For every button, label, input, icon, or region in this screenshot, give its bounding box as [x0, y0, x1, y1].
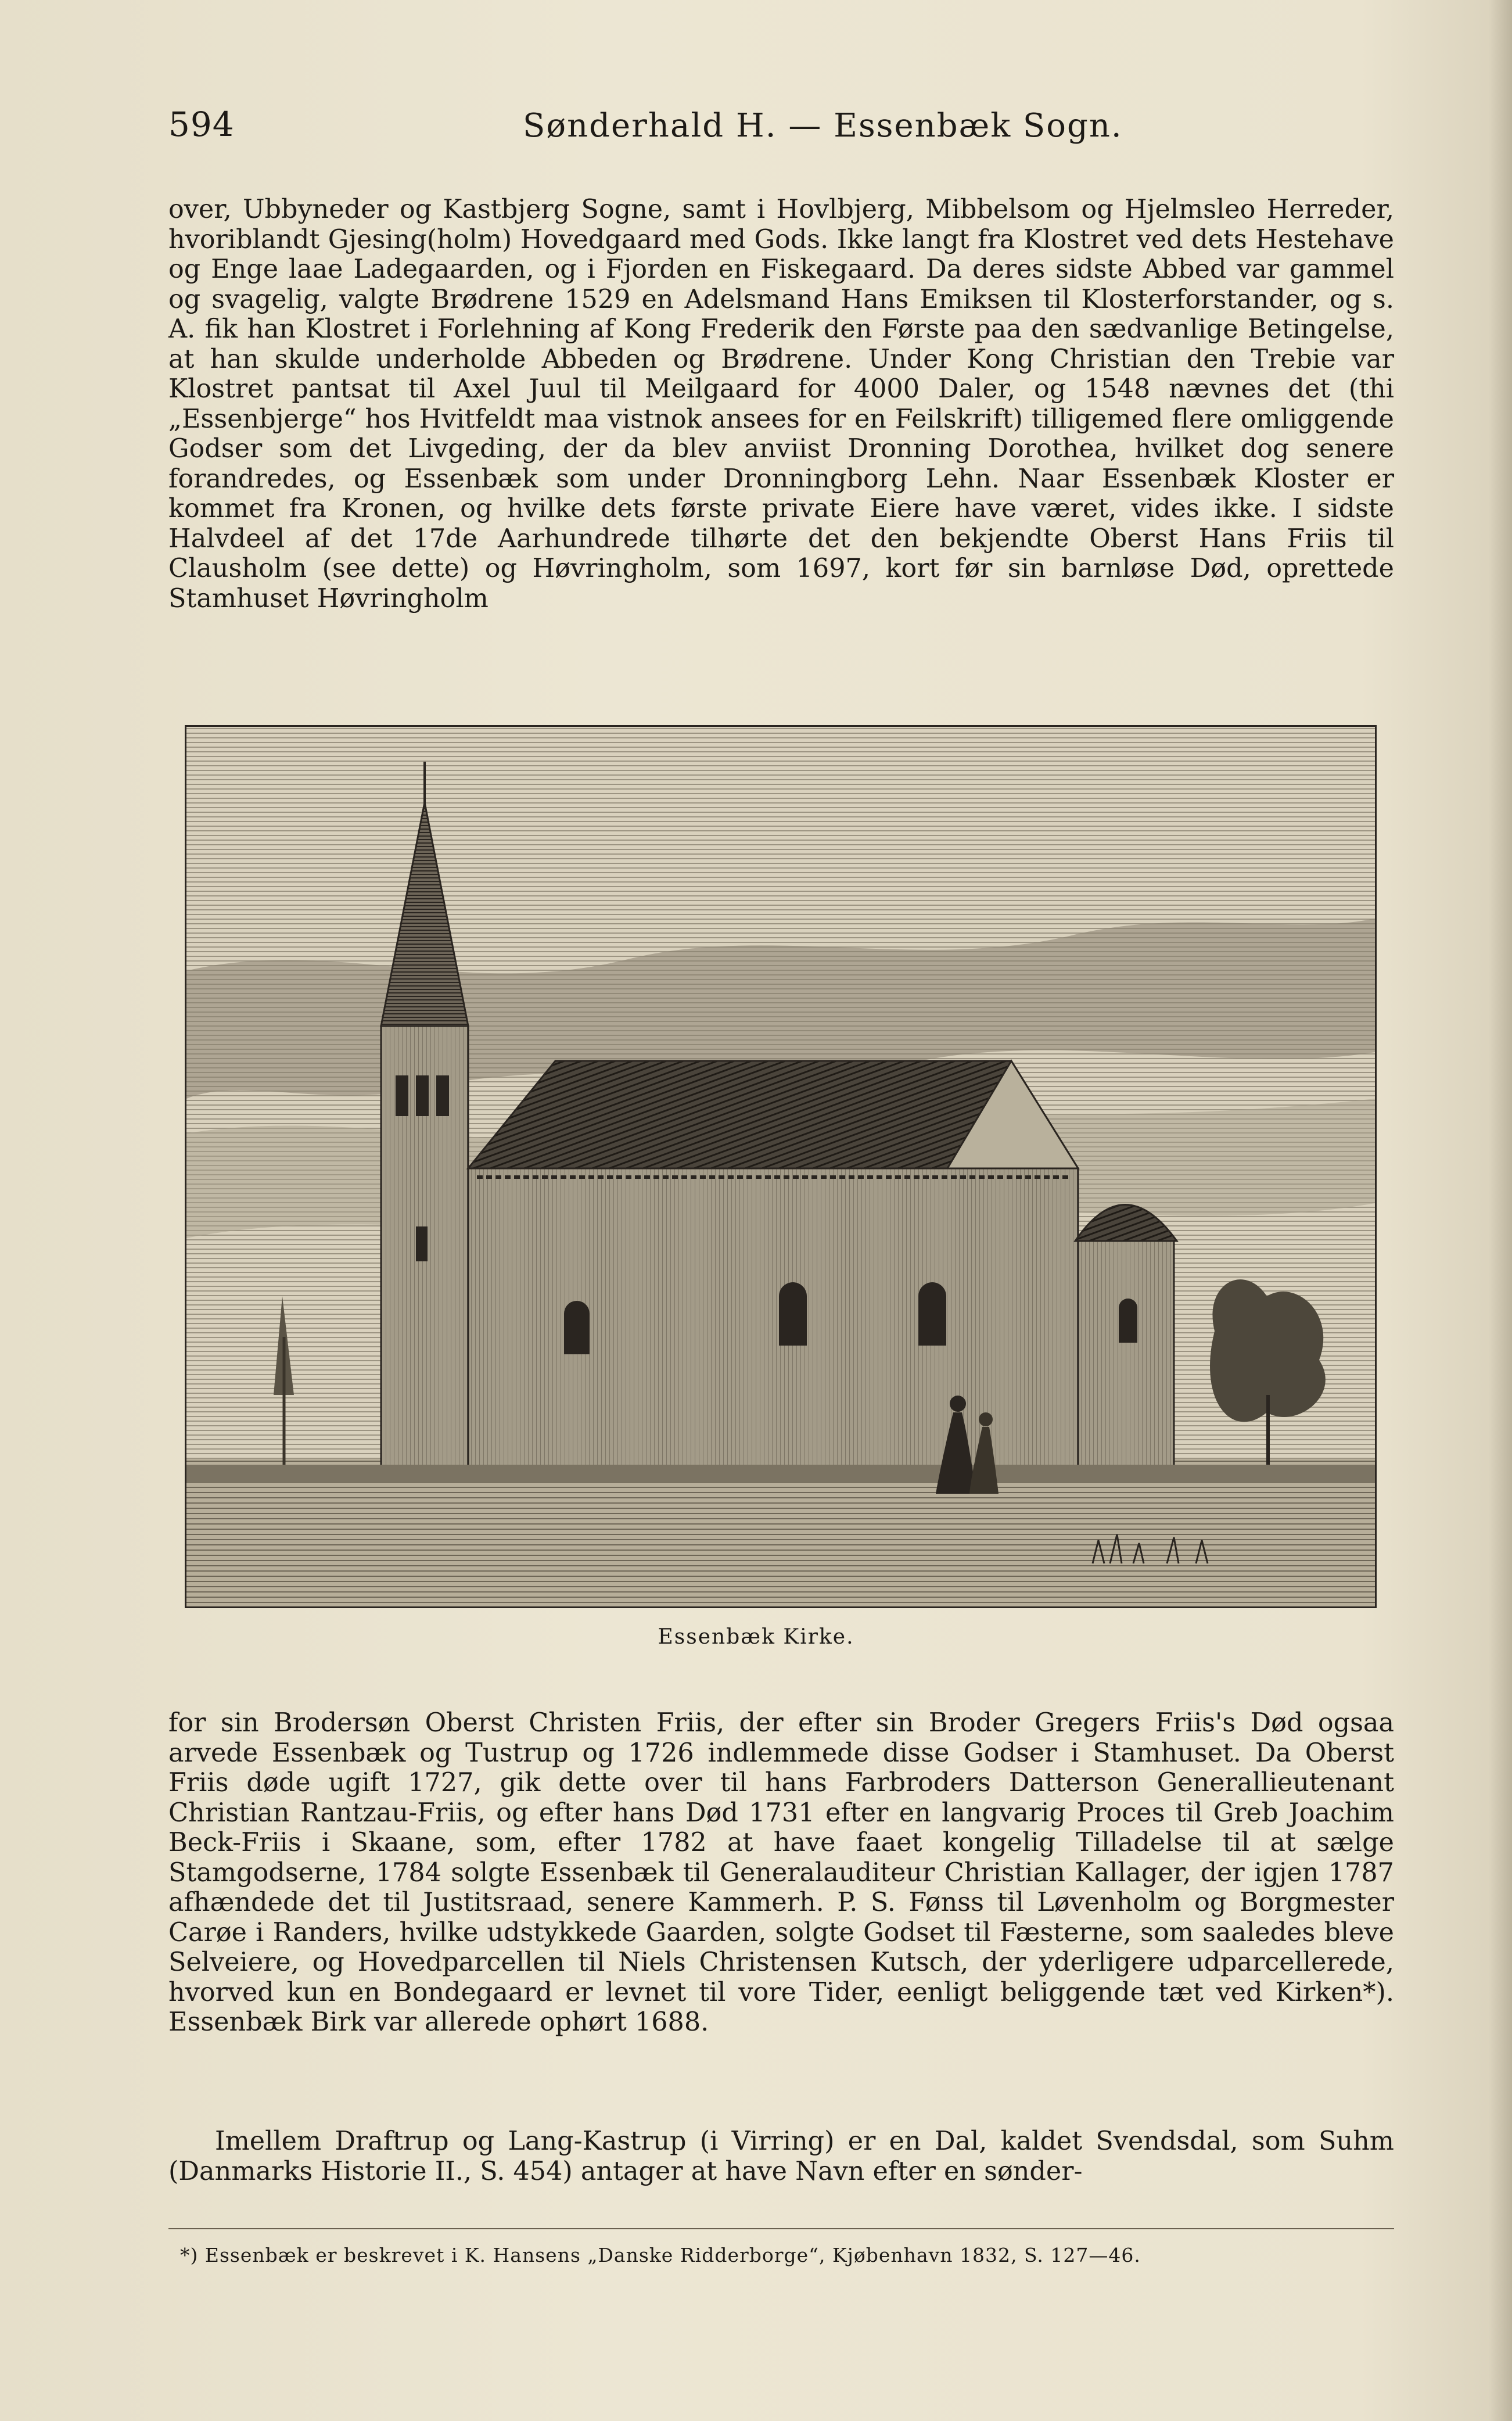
body-paragraph-1: over, Ubbyneder og Kastbjerg Sogne, samt i Hovlbjerg, Mibbelsom og Hjelmsleo Herreder, hvoriblandt Gjesing(holm) Hovedgaard med Gods. Ikke langt fra Klostret ved dets Hestehave og Enge laae Ladegaarden, og i Fjorden en Fiskegaard. Da deres sidste Abbed var gammel og svagelig, valgte Brødrene 1529 en Adelsmand Hans Emiksen til Klosterforstander, og s. A. fik han Klostret i Forlehning af Kong Frederik den Første paa den sædvanlige Betingelse, at han skulde underholde Abbeden og Brødrene. Under Kong Christian den Trebie var Klostret pantsat til Axel Juul til Meilgaard for 4000 Daler, og 1548 nævnes det (thi „Essenbjerge“ hos Hvitfeldt maa vistnok ansees for en Feilskrift) tilligemed flere omliggende Godser som det Livgeding, der da blev anviist Dronning Dorothea, hvilket dog senere forandredes, og Essenbæk som under Dronningborg Lehn. Naar Essenbæk Kloster er kommet fra Kronen, og hvilke dets første private Eiere have været, vides ikke. I sidste Halvdeel af det 17de Aarhundrede tilhørte det den bekjendte Oberst Hans Friis til Clausholm (see dette) og Høvringholm, som 1697, kort før sin barnløse Død, oprettede Stamhuset Høvringholm [168, 195, 1394, 614]
body-paragraph-3: Imellem Draftrup og Lang-Kastrup (i Virring) er en Dal, kaldet Svendsdal, som Suhm (Danmarks Historie II., S. 454) antager at have Navn efter en sønder- [168, 2126, 1394, 2186]
page-edge-shadow [1489, 0, 1512, 2421]
footnote: *) Essenbæk er beskrevet i K. Hansens „Danske Ridderborge“, Kjøbenhavn 1832, S. 127—46. [180, 2244, 1141, 2266]
page-number: 594 [168, 105, 235, 144]
footnote-rule [168, 2228, 1394, 2229]
figure-caption: Essenbæk Kirke. [658, 1625, 854, 1649]
church-illustration [185, 725, 1377, 1608]
page-header [168, 105, 1394, 151]
running-head: Sønderhald H. — Essenbæk Sogn. [523, 107, 1123, 145]
body-paragraph-2: for sin Brodersøn Oberst Christen Friis, der efter sin Broder Gregers Friis's Død ogsaa arvede Essenbæk og Tustrup og 1726 indlemmede disse Godser i Stamhuset. Da Oberst Friis døde ugift 1727, gik dette over til hans Farbroders Datterson Generallieutenant Christian Rantzau-Friis, og efter hans Død 1731 efter en langvarig Proces til Greb Joachim Beck-Friis i Skaane, som, efter 1782 at have faaet kongelig Tilladelse til at sælge Stamgodserne, 1784 solgte Essenbæk til Generalauditeur Christian Kallager, der igjen 1787 afhændede det til Justitsraad, senere Kammerh. P. S. Fønss til Løvenholm og Borgmester Carøe i Randers, hvilke udstykkede Gaarden, solgte Godset til Fæsterne, som saaledes bleve Selveiere, og Hovedparcellen til Niels Christensen Kutsch, der yderligere udparcellerede, hvorved kun en Bondegaard er levnet til vore Tider, eenligt beliggende tæt ved Kirken*). Essenbæk Birk var allerede ophørt 1688. [168, 1708, 1394, 2037]
